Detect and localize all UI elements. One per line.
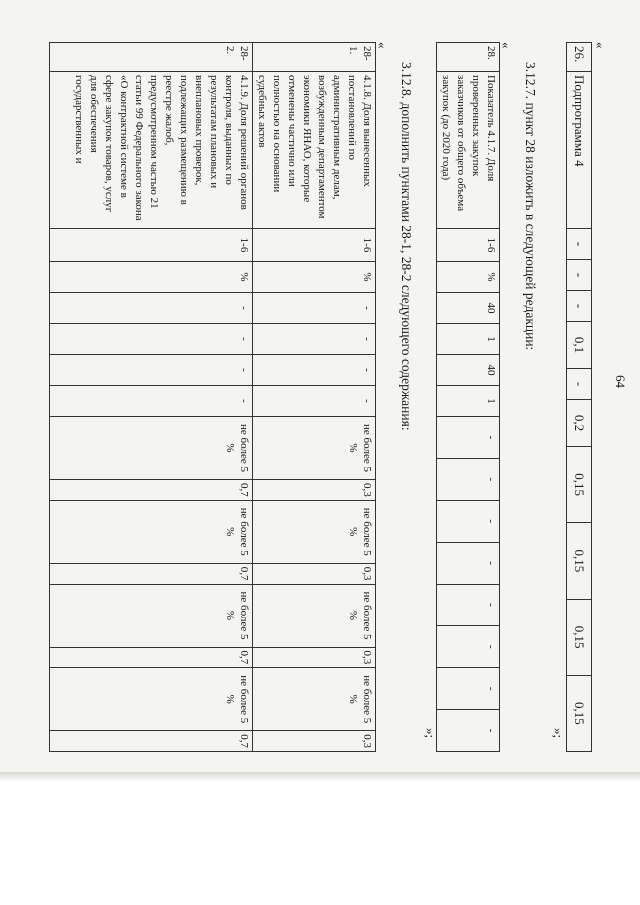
cell: не более 5 % bbox=[253, 500, 376, 563]
cell: - bbox=[50, 386, 253, 417]
cell: - bbox=[567, 229, 592, 260]
cell: 0,7 bbox=[50, 480, 253, 501]
cell: % bbox=[50, 262, 253, 293]
row-number: 28-2. bbox=[50, 43, 253, 72]
quote-open: « bbox=[375, 42, 390, 49]
cell: 1 bbox=[437, 324, 500, 355]
cell: - bbox=[437, 500, 500, 542]
cell: - bbox=[437, 626, 500, 668]
cell: - bbox=[437, 584, 500, 626]
cell: 0,7 bbox=[50, 647, 253, 668]
cell: - bbox=[437, 542, 500, 584]
cell: % bbox=[437, 262, 500, 293]
cell: - bbox=[253, 386, 376, 417]
cell: % bbox=[253, 262, 376, 293]
cell: не более 5 % bbox=[253, 584, 376, 647]
cell: 0,15 bbox=[567, 523, 592, 599]
quote-open: « bbox=[593, 42, 608, 49]
cell: - bbox=[567, 291, 592, 322]
cell: - bbox=[437, 668, 500, 710]
rotated-document bbox=[38, 10, 638, 760]
cell: - bbox=[437, 417, 500, 459]
cell: - bbox=[253, 324, 376, 355]
cell: 0,3 bbox=[253, 563, 376, 584]
cell: не более 5 % bbox=[50, 668, 253, 731]
quote-close: »; bbox=[551, 728, 566, 739]
cell: 0,2 bbox=[567, 400, 592, 447]
cell: 0,3 bbox=[253, 731, 376, 752]
row-name: 4.1.8. Доля вынесенных постановлений по административным делам, возбужденным департаментом экономики ЯНАО, которые отменены частично или полностью на основании судебных актов bbox=[253, 72, 376, 229]
cell: 1-6 bbox=[253, 229, 376, 262]
cell: - bbox=[567, 369, 592, 400]
scan-edge bbox=[0, 772, 640, 782]
cell: - bbox=[253, 293, 376, 324]
cell: 40 bbox=[437, 293, 500, 324]
cell: 0,15 bbox=[567, 447, 592, 523]
cell: не более 5 % bbox=[50, 417, 253, 480]
cell: - bbox=[50, 355, 253, 386]
cell: не более 5 % bbox=[50, 500, 253, 563]
table-indicators-28-1-28-2 bbox=[49, 42, 376, 752]
cell: 0,3 bbox=[253, 480, 376, 501]
quote-open: « bbox=[499, 42, 514, 49]
table-indicator-28 bbox=[436, 42, 500, 752]
table-subprogram bbox=[566, 42, 592, 752]
row-name: 4.1.9. Доля решений органов контроля, выданных по результатам плановых и внеплановых проверок, подлежащих размещению в реестре жалоб, предусмотренном частью 21 статьи 99 Федерального закона «О контрактной системе в сфере закупок товаров, услуг для обеспечения государственных и bbox=[50, 72, 253, 229]
cell: - bbox=[50, 324, 253, 355]
table-row bbox=[50, 43, 253, 752]
table-row bbox=[253, 43, 376, 752]
cell: 1-6 bbox=[437, 229, 500, 262]
cell: - bbox=[567, 260, 592, 291]
cell: 0,15 bbox=[567, 599, 592, 675]
cell: 0,7 bbox=[50, 731, 253, 752]
paragraph-3-12-7: 3.12.7. пункт 28 изложить в следующей редакции: bbox=[523, 62, 538, 351]
cell: 1-6 bbox=[50, 229, 253, 262]
cell: - bbox=[50, 293, 253, 324]
table-row bbox=[437, 43, 500, 752]
cell: 1 bbox=[437, 386, 500, 417]
cell: не более 5 % bbox=[50, 584, 253, 647]
row-number: 28-1. bbox=[253, 43, 376, 72]
cell: - bbox=[253, 355, 376, 386]
cell: 0,15 bbox=[567, 675, 592, 751]
cell: 40 bbox=[437, 355, 500, 386]
row-number: 26. bbox=[567, 43, 592, 72]
table-row bbox=[567, 43, 592, 752]
cell: не более 5 % bbox=[253, 668, 376, 731]
cell: - bbox=[437, 458, 500, 500]
cell: - bbox=[437, 710, 500, 752]
row-name: Подпрограмма 4 bbox=[567, 72, 592, 229]
paragraph-3-12-8: 3.12.8. дополнить пунктами 28-1, 28-2 следующего содержания: bbox=[399, 62, 414, 431]
quote-close: »; bbox=[423, 728, 438, 739]
cell: 0,3 bbox=[253, 647, 376, 668]
cell: 0,1 bbox=[567, 322, 592, 369]
page-number: 64 bbox=[613, 375, 628, 388]
row-name: Показатель 4.1.7. Доля проверенных закупок заказчиков от общего объема закупок (до 2020 года) bbox=[437, 72, 500, 229]
row-number: 28. bbox=[437, 43, 500, 72]
cell: 0,7 bbox=[50, 563, 253, 584]
cell: не более 5 % bbox=[253, 417, 376, 480]
